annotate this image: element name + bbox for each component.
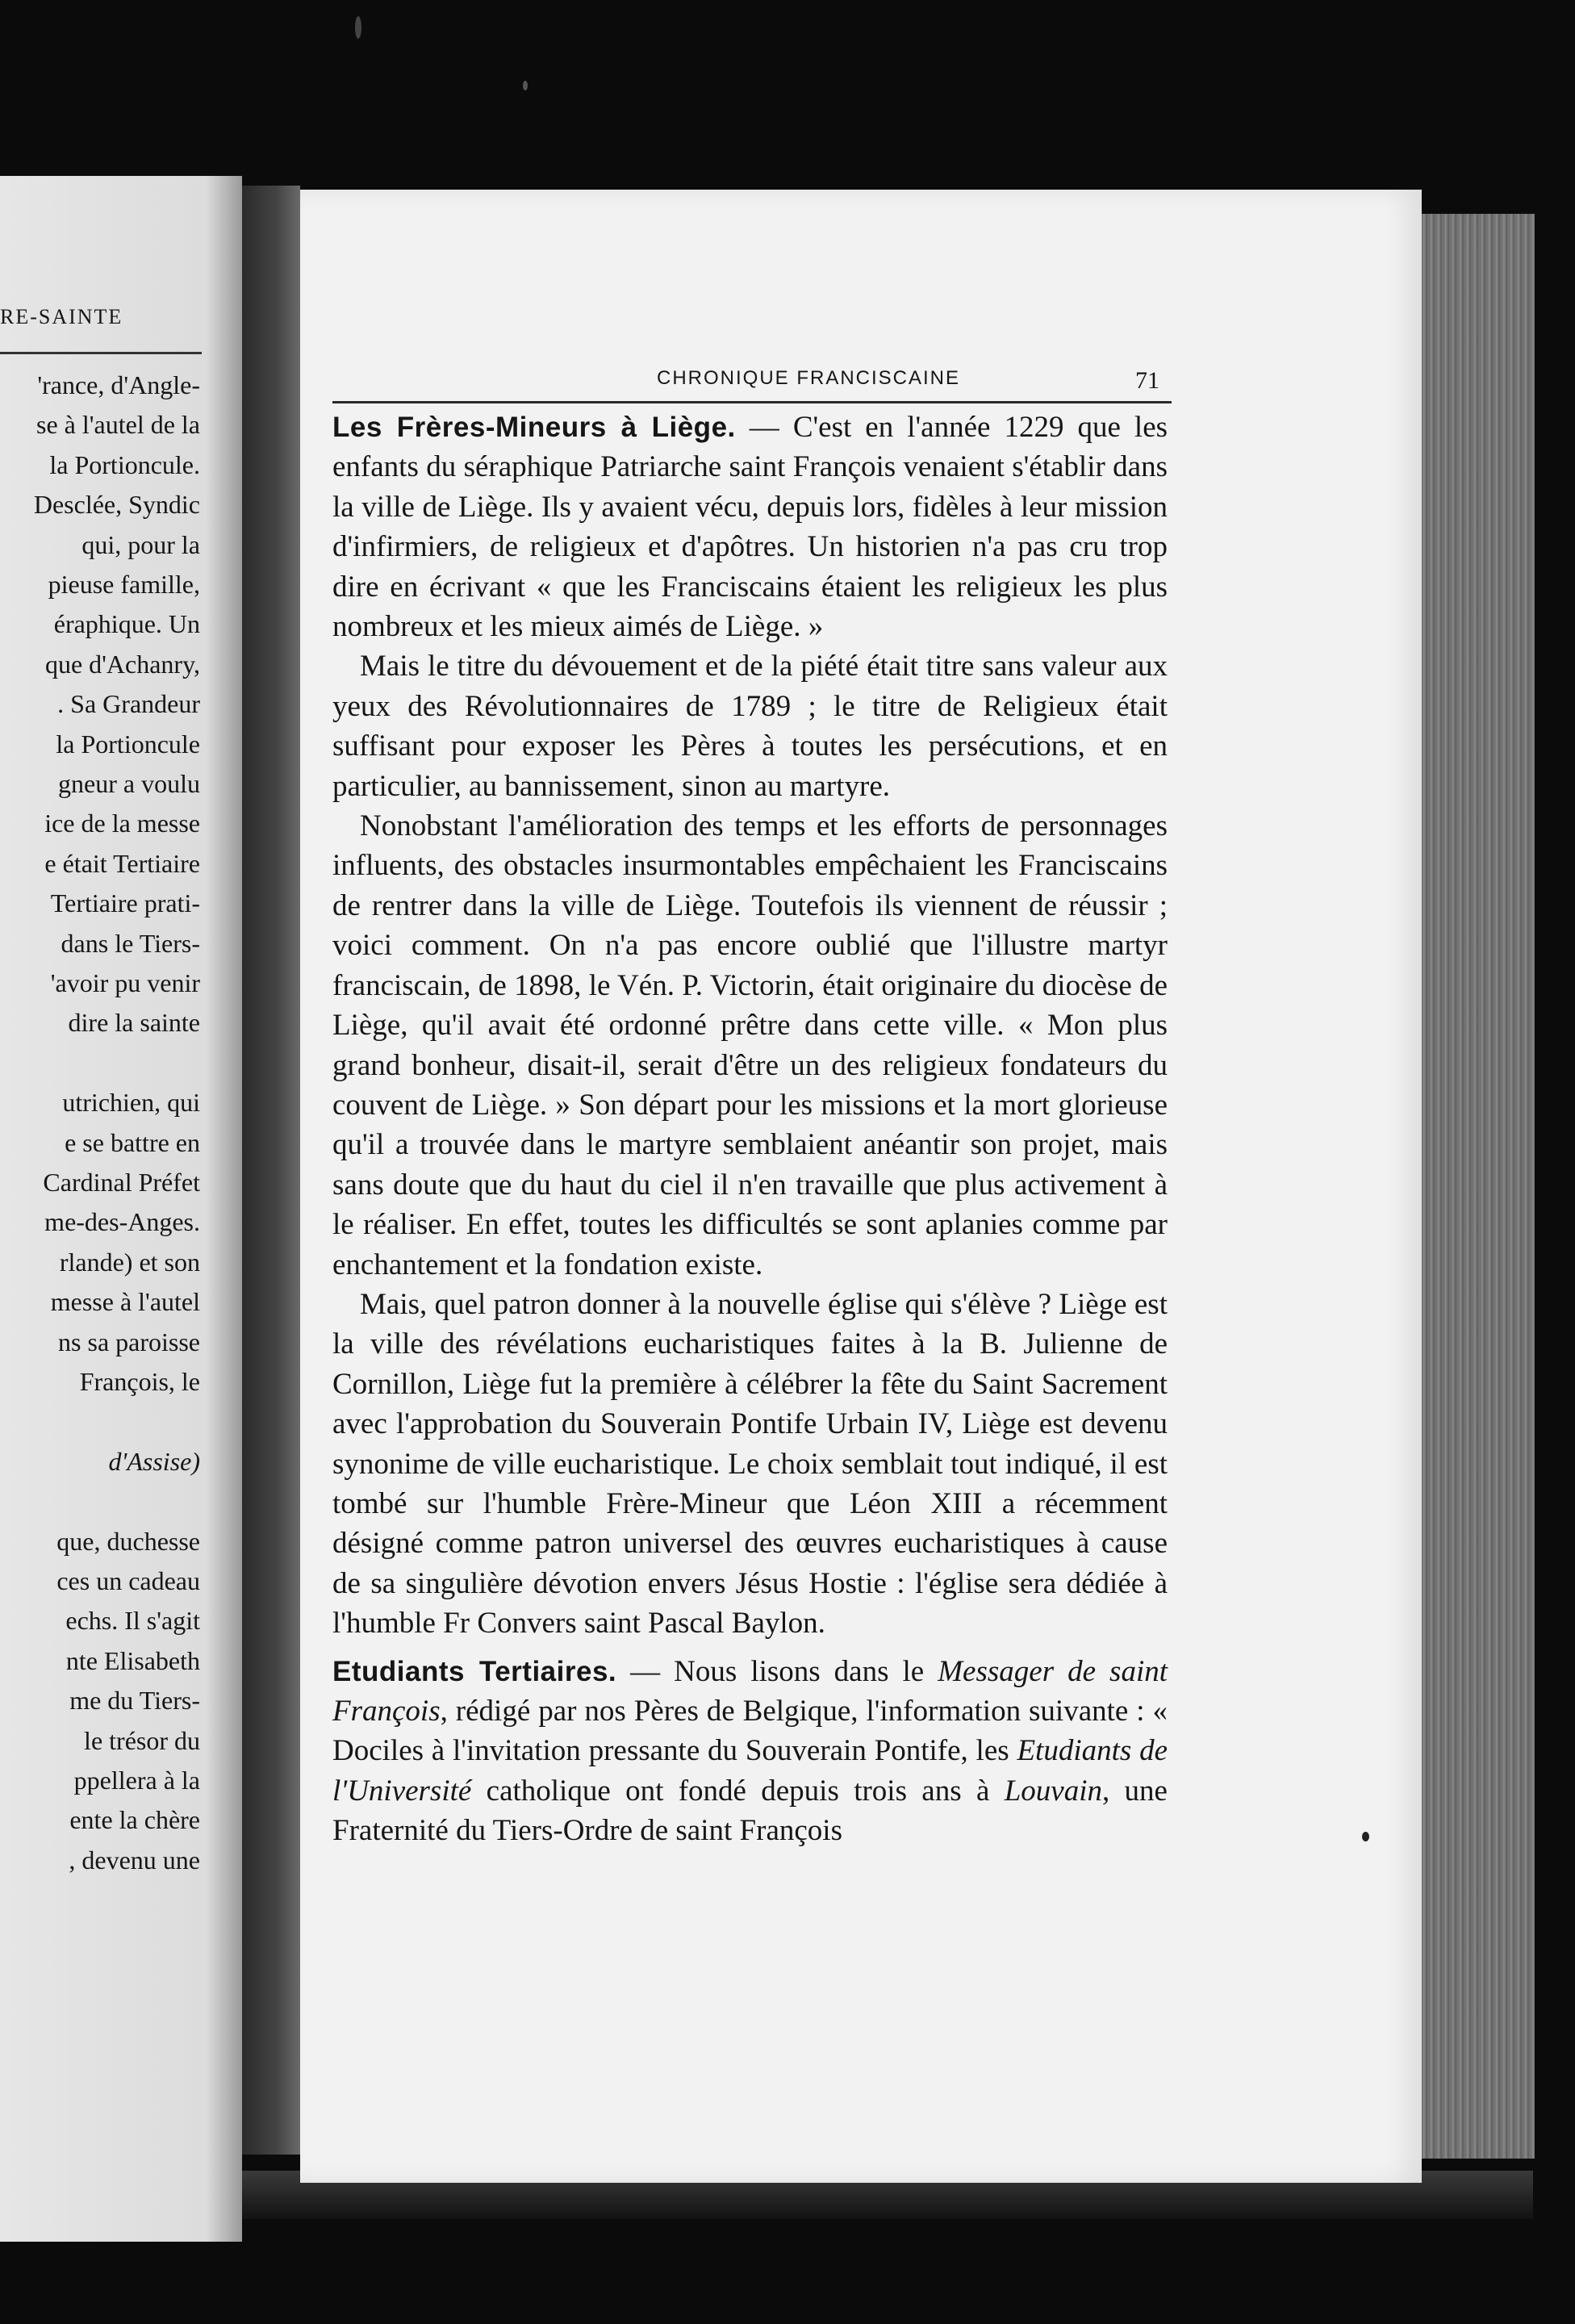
dust-speck bbox=[355, 16, 361, 39]
left-page-line: ente la chère bbox=[69, 1805, 200, 1835]
head-rule bbox=[332, 401, 1172, 403]
left-page-line: . Sa Grandeur bbox=[57, 689, 200, 719]
left-page-line: François, le bbox=[79, 1367, 200, 1396]
page-edges bbox=[1422, 214, 1535, 2159]
left-page-line: la Portioncule. bbox=[49, 449, 200, 479]
left-page-line: ppellera à la bbox=[73, 1766, 200, 1795]
left-page-line: echs. Il s'agit bbox=[65, 1606, 200, 1636]
page-number: 71 bbox=[1135, 367, 1159, 394]
paragraph-text: catholique ont fondé depuis trois ans à bbox=[471, 1774, 1005, 1808]
paragraph-text: — C'est en l'année 1229 que les enfants du séraphique Patriarche saint François venaient s'établir dans la ville de Liège. Ils y avaient vécu, depuis lors, fidèles à leur mission d'infirmiers, de religieux et d'apôtres. Un historien n'a pas cru trop dire en écrivant « que les Franciscains étaient les religieux les plus nombreux et les mieux aimés de Liège. » bbox=[332, 411, 1168, 644]
left-page-line: , devenu une bbox=[69, 1845, 200, 1875]
left-head-rule bbox=[0, 352, 202, 354]
paragraph bbox=[332, 1652, 1168, 1851]
left-page bbox=[0, 176, 242, 2242]
left-page-line: me-des-Anges. bbox=[44, 1207, 200, 1237]
left-page-line: 'rance, d'Angle- bbox=[37, 370, 200, 399]
dust-speck bbox=[523, 81, 528, 90]
left-page-line: se à l'autel de la bbox=[36, 410, 200, 440]
dust-speck bbox=[1362, 1832, 1369, 1841]
left-page-line: e était Tertiaire bbox=[44, 848, 200, 878]
left-page-line: que d'Achanry, bbox=[44, 649, 200, 679]
paragraph-text: — Nous lisons dans le bbox=[630, 1654, 938, 1688]
left-page-line: 'avoir pu venir bbox=[50, 968, 200, 997]
left-page-line: nte Elisabeth bbox=[65, 1645, 200, 1675]
section-heading: Les Frères-Mineurs à Liège. bbox=[332, 412, 736, 443]
left-page-line: e se battre en bbox=[65, 1127, 200, 1157]
left-page-line: pieuse famille, bbox=[48, 570, 200, 599]
left-page-line: éraphique. Un bbox=[53, 609, 200, 639]
paragraph bbox=[332, 408, 1168, 646]
paragraph-text: , une Fraternité du Tiers-Ordre de saint François bbox=[332, 1774, 1168, 1848]
italic-title: Messager de saint François bbox=[332, 1654, 1168, 1728]
book-gutter bbox=[242, 186, 300, 2155]
left-page-line: d'Assise) bbox=[108, 1446, 200, 1476]
left-page-line: gneur a voulu bbox=[58, 769, 200, 798]
left-page-line: ces un cadeau bbox=[56, 1566, 200, 1595]
left-page-line: que, duchesse bbox=[56, 1526, 200, 1556]
left-running-head: RE-SAINTE bbox=[0, 305, 123, 328]
left-page-line: dire la sainte bbox=[68, 1008, 200, 1038]
left-page-line: rlande) et son bbox=[59, 1247, 200, 1277]
left-page-line: Tertiaire prati- bbox=[50, 888, 200, 918]
left-page-line: ice de la messe bbox=[44, 809, 200, 838]
left-page-line: le trésor du bbox=[84, 1725, 200, 1755]
left-page-line: dans le Tiers- bbox=[61, 928, 200, 958]
paragraph: Mais, quel patron donner à la nouvelle église qui s'élève ? Liège est la ville des révélations eucharistiques faites à la B. Julienne de Cornillon, Liège fut la première à célébrer la fête du Saint Sacrement avec l'approbation du Souverain Pontife Urbain IV, Liège est devenu synonime de ville eucharistique. Le choix semblait tout indiqué, il est tombé sur l'humble Frère-Mineur que Léon XIII a récemment désigné comme patron universel des œuvres eucharistiques à cause de sa singulière dévotion envers Jésus Hostie : l'église sera dédiée à l'humble Fr Convers saint Pascal Baylon. bbox=[332, 1287, 1168, 1641]
left-page-line: Desclée, Syndic bbox=[33, 490, 200, 520]
body-text bbox=[332, 408, 1168, 1851]
left-page-line: Cardinal Préfet bbox=[43, 1168, 200, 1197]
section-heading: Etudiants Tertiaires. bbox=[332, 1655, 617, 1687]
left-page-line: la Portioncule bbox=[56, 729, 200, 759]
left-page-line: utrichien, qui bbox=[62, 1088, 200, 1118]
left-page-line: qui, pour la bbox=[81, 529, 200, 559]
paragraph: Mais le titre du dévouement et de la piété était titre sans valeur aux yeux des Révolutionnaires de 1789 ; le titre de Religieux était suffisant pour exposer les Pères à toutes les persécutions, et en particulier, au bannissement, sinon au martyre. bbox=[332, 650, 1168, 803]
left-page-line: messe à l'autel bbox=[50, 1287, 200, 1317]
left-page-line: ns sa paroisse bbox=[58, 1327, 200, 1356]
italic-title: Etudiants de l'Université bbox=[332, 1734, 1168, 1808]
paragraph-text: , rédigé par nos Pères de Belgique, l'information suivante : « Dociles à l'invitation pressante du Souverain Pontife, les bbox=[332, 1695, 1168, 1768]
left-page-line: me du Tiers- bbox=[69, 1686, 200, 1716]
right-page bbox=[300, 190, 1422, 2183]
running-head: CHRONIQUE FRANCISCAINE bbox=[656, 367, 961, 389]
paragraph: Nonobstant l'amélioration des temps et les efforts de personnages influents, des obstacles insurmontables empêchaient les Franciscains de rentrer dans la ville de Liège. Toutefois ils viennent de réussir ; voici comment. On n'a pas encore oublié que l'illustre martyr franciscain, de 1898, le Vén. P. Victorin, était originaire du diocèse de Liège, qu'il avait été ordonné prêtre dans cette ville. « Mon plus grand bonheur, disait-il, serait d'être un des religieux fondateurs du couvent de Liège. » Son départ pour les missions et la mort glorieuse qu'il a trouvée dans le martyre semblaient anéantir son projet, mais sans doute que du haut du ciel il n'en travaille que plus activement à le réaliser. En effet, toutes les difficultés se sont aplanies comme par enchantement et la fondation existe. bbox=[332, 809, 1168, 1281]
italic-place: Louvain bbox=[1004, 1774, 1102, 1808]
